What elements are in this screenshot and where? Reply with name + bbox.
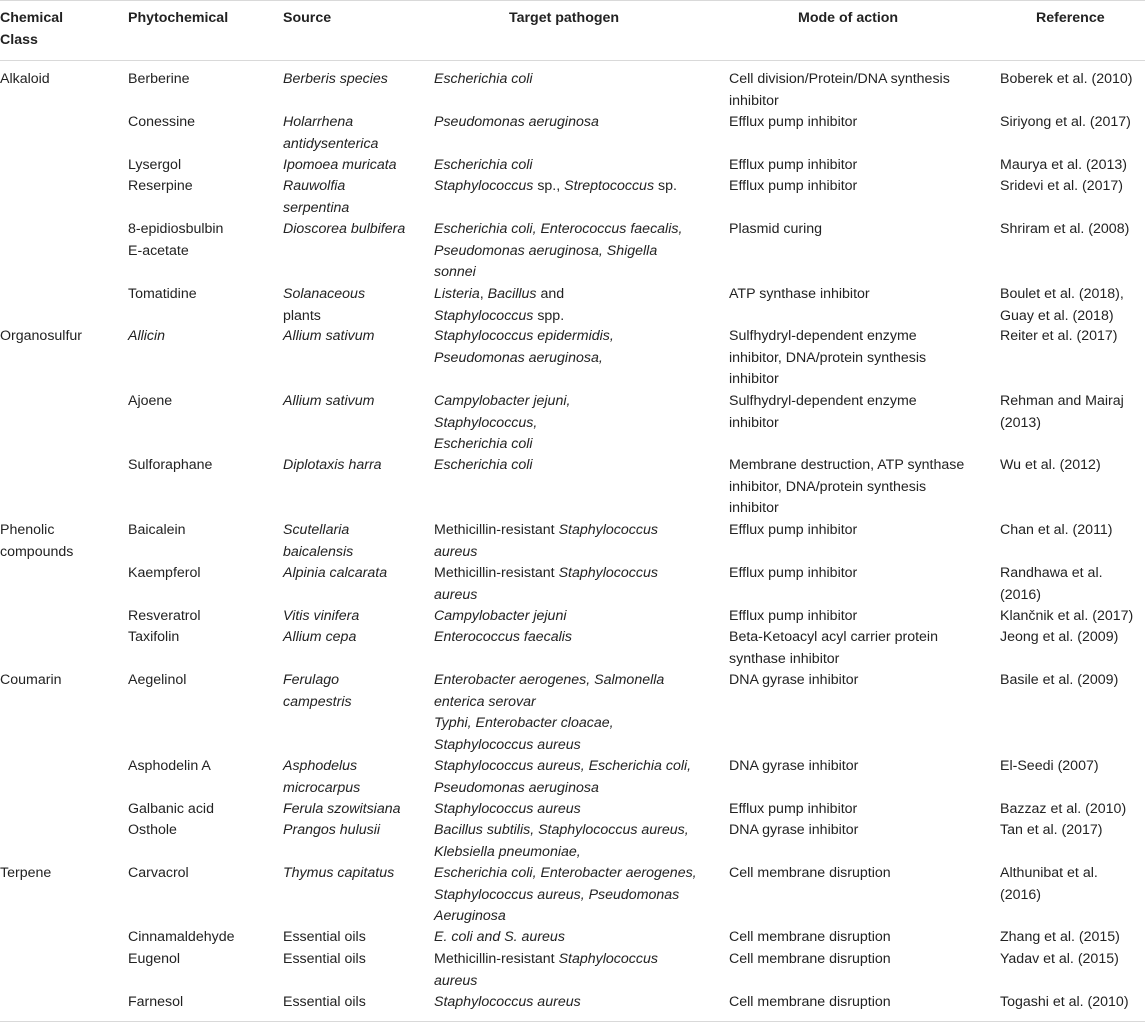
cell-phytochemical: Lysergol	[128, 157, 182, 173]
cell-target-pathogen: Methicillin-resistant Staphylococcus aureus	[434, 565, 658, 603]
cell-target-pathogen: Staphylococcus aureus, Escherichia coli, Pseudomonas aeruginosa	[434, 758, 692, 796]
cell-reference: Randhawa et al. (2016)	[1000, 565, 1103, 603]
cell-source: Essential oils	[283, 994, 366, 1010]
cell-reference: Klančnik et al. (2017)	[1000, 608, 1134, 624]
cell-source: Vitis vinifera	[283, 608, 360, 624]
header-rule	[0, 60, 1145, 61]
cell-mode-of-action: Cell membrane disruption	[729, 865, 891, 881]
cell-target-pathogen: Escherichia coli, Enterobacter aerogenes, Staphylococcus aureus, Pseudomonas Aeruginosa	[434, 865, 697, 924]
cell-source: Berberis species	[283, 71, 388, 87]
cell-reference: Togashi et al. (2010)	[1000, 994, 1129, 1010]
cell-target-pathogen: Campylobacter jejuni	[434, 608, 567, 624]
cell-reference: Rehman and Mairaj (2013)	[1000, 393, 1124, 431]
cell-source: Diplotaxis harra	[283, 457, 382, 473]
cell-phytochemical: Osthole	[128, 822, 177, 838]
cell-reference: Siriyong et al. (2017)	[1000, 114, 1131, 130]
cell-source: Ipomoea muricata	[283, 157, 397, 173]
cell-mode-of-action: Efflux pump inhibitor	[729, 178, 858, 194]
table-bottom-rule	[0, 1021, 1145, 1022]
cell-source: Ferulago campestris	[283, 672, 352, 710]
cell-mode-of-action: Efflux pump inhibitor	[729, 608, 858, 624]
cell-reference: Tan et al. (2017)	[1000, 822, 1103, 838]
cell-mode-of-action: Efflux pump inhibitor	[729, 157, 858, 173]
cell-mode-of-action: Plasmid curing	[729, 221, 823, 237]
cell-source: Scutellaria baicalensis	[283, 522, 354, 560]
cell-target-pathogen: Campylobacter jejuni, Staphylococcus, Escherichia coli	[434, 393, 571, 452]
cell-phytochemical: Asphodelin A	[128, 758, 211, 774]
cell-target-pathogen: Staphylococcus sp., Streptococcus sp.	[434, 178, 677, 194]
cell-reference: Jeong et al. (2009)	[1000, 629, 1119, 645]
cell-target-pathogen: E. coli and S. aureus	[434, 929, 565, 945]
cell-chemical-class: Terpene	[0, 865, 52, 881]
cell-mode-of-action: Efflux pump inhibitor	[729, 565, 858, 581]
cell-mode-of-action: Beta-Ketoacyl acyl carrier protein synthase inhibitor	[729, 629, 938, 667]
cell-mode-of-action: Cell membrane disruption	[729, 951, 891, 967]
cell-reference: Bazzaz et al. (2010)	[1000, 801, 1127, 817]
table-top-rule	[0, 0, 1145, 1]
cell-target-pathogen: Staphylococcus epidermidis, Pseudomonas aeruginosa,	[434, 328, 614, 366]
cell-source: Essential oils	[283, 929, 366, 945]
cell-phytochemical: Berberine	[128, 71, 190, 87]
cell-source: Dioscorea bulbifera	[283, 221, 406, 237]
cell-phytochemical: Baicalein	[128, 522, 186, 538]
cell-target-pathogen: Listeria, Bacillus and Staphylococcus spp.	[434, 286, 565, 324]
cell-reference: Wu et al. (2012)	[1000, 457, 1101, 473]
cell-mode-of-action: Efflux pump inhibitor	[729, 114, 858, 130]
cell-target-pathogen: Staphylococcus aureus	[434, 994, 581, 1010]
cell-target-pathogen: Enterococcus faecalis	[434, 629, 573, 645]
cell-mode-of-action: Sulfhydryl-dependent enzyme inhibitor	[729, 393, 917, 431]
cell-phytochemical: Sulforaphane	[128, 457, 213, 473]
cell-mode-of-action: Efflux pump inhibitor	[729, 801, 858, 817]
cell-source: Allium sativum	[283, 393, 375, 409]
cell-phytochemical: Reserpine	[128, 178, 193, 194]
header-phytochemical: Phytochemical	[128, 10, 229, 26]
cell-reference: El-Seedi (2007)	[1000, 758, 1099, 774]
cell-source: Essential oils	[283, 951, 366, 967]
cell-target-pathogen: Escherichia coli, Enterococcus faecalis, Pseudomonas aeruginosa, Shigella sonnei	[434, 221, 683, 280]
cell-mode-of-action: Cell membrane disruption	[729, 994, 891, 1010]
cell-source: Allium sativum	[283, 328, 375, 344]
cell-mode-of-action: Cell membrane disruption	[729, 929, 891, 945]
cell-reference: Boulet et al. (2018), Guay et al. (2018)	[1000, 286, 1124, 324]
cell-chemical-class: Phenolic compounds	[0, 522, 74, 560]
cell-target-pathogen: Escherichia coli	[434, 71, 533, 87]
cell-target-pathogen: Escherichia coli	[434, 157, 533, 173]
cell-phytochemical: Ajoene	[128, 393, 173, 409]
cell-target-pathogen: Enterobacter aerogenes, Salmonella enterica serovar Typhi, Enterobacter cloacae, Staphylococcus aureus	[434, 672, 665, 753]
cell-source: Prangos hulusii	[283, 822, 381, 838]
cell-reference: Chan et al. (2011)	[1000, 522, 1113, 538]
cell-mode-of-action: DNA gyrase inhibitor	[729, 822, 859, 838]
cell-source: Solanaceous plants	[283, 286, 366, 324]
cell-mode-of-action: ATP synthase inhibitor	[729, 286, 870, 302]
cell-mode-of-action: Efflux pump inhibitor	[729, 522, 858, 538]
cell-chemical-class: Coumarin	[0, 672, 62, 688]
cell-target-pathogen: Pseudomonas aeruginosa	[434, 114, 599, 130]
cell-reference: Boberek et al. (2010)	[1000, 71, 1133, 87]
cell-source: Allium cepa	[283, 629, 357, 645]
cell-phytochemical: Taxifolin	[128, 629, 180, 645]
cell-source: Alpinia calcarata	[283, 565, 388, 581]
header-mode-of-action: Mode of action	[798, 10, 899, 26]
cell-reference: Maurya et al. (2013)	[1000, 157, 1127, 173]
cell-mode-of-action: Sulfhydryl-dependent enzyme inhibitor, DNA/protein synthesis inhibitor	[729, 328, 927, 387]
cell-source: Holarrhena antidysenterica	[283, 114, 379, 152]
cell-phytochemical: Allicin	[128, 328, 166, 344]
cell-chemical-class: Alkaloid	[0, 71, 50, 87]
cell-phytochemical: Cinnamaldehyde	[128, 929, 235, 945]
cell-mode-of-action: Membrane destruction, ATP synthase inhibitor, DNA/protein synthesis inhibitor	[729, 457, 965, 516]
header-reference: Reference	[1036, 10, 1105, 26]
header-chemical-class: Chemical Class	[0, 10, 64, 48]
cell-target-pathogen: Escherichia coli	[434, 457, 533, 473]
cell-reference: Yadav et al. (2015)	[1000, 951, 1119, 967]
cell-source: Asphodelus microcarpus	[283, 758, 361, 796]
cell-phytochemical: Conessine	[128, 114, 196, 130]
header-target-pathogen: Target pathogen	[509, 10, 620, 26]
header-source: Source	[283, 10, 332, 26]
cell-phytochemical: Kaempferol	[128, 565, 201, 581]
cell-mode-of-action: Cell division/Protein/DNA synthesis inhibitor	[729, 71, 950, 109]
cell-phytochemical: Galbanic acid	[128, 801, 214, 817]
cell-chemical-class: Organosulfur	[0, 328, 83, 344]
cell-phytochemical: Farnesol	[128, 994, 184, 1010]
cell-reference: Zhang et al. (2015)	[1000, 929, 1120, 945]
cell-source: Rauwolfia serpentina	[283, 178, 350, 216]
cell-source: Thymus capitatus	[283, 865, 395, 881]
cell-phytochemical: Aegelinol	[128, 672, 187, 688]
cell-target-pathogen: Bacillus subtilis, Staphylococcus aureus, Klebsiella pneumoniae,	[434, 822, 689, 860]
cell-reference: Althunibat et al. (2016)	[1000, 865, 1098, 903]
cell-reference: Shriram et al. (2008)	[1000, 221, 1130, 237]
cell-reference: Reiter et al. (2017)	[1000, 328, 1118, 344]
cell-phytochemical: 8-epidiosbulbin E-acetate	[128, 221, 224, 259]
cell-mode-of-action: DNA gyrase inhibitor	[729, 672, 859, 688]
cell-target-pathogen: Methicillin-resistant Staphylococcus aureus	[434, 522, 658, 560]
cell-reference: Sridevi et al. (2017)	[1000, 178, 1124, 194]
cell-reference: Basile et al. (2009)	[1000, 672, 1119, 688]
cell-phytochemical: Eugenol	[128, 951, 181, 967]
cell-source: Ferula szowitsiana	[283, 801, 401, 817]
cell-target-pathogen: Staphylococcus aureus	[434, 801, 581, 817]
cell-mode-of-action: DNA gyrase inhibitor	[729, 758, 859, 774]
cell-target-pathogen: Methicillin-resistant Staphylococcus aureus	[434, 951, 658, 989]
cell-phytochemical: Resveratrol	[128, 608, 201, 624]
cell-phytochemical: Carvacrol	[128, 865, 189, 881]
cell-phytochemical: Tomatidine	[128, 286, 197, 302]
